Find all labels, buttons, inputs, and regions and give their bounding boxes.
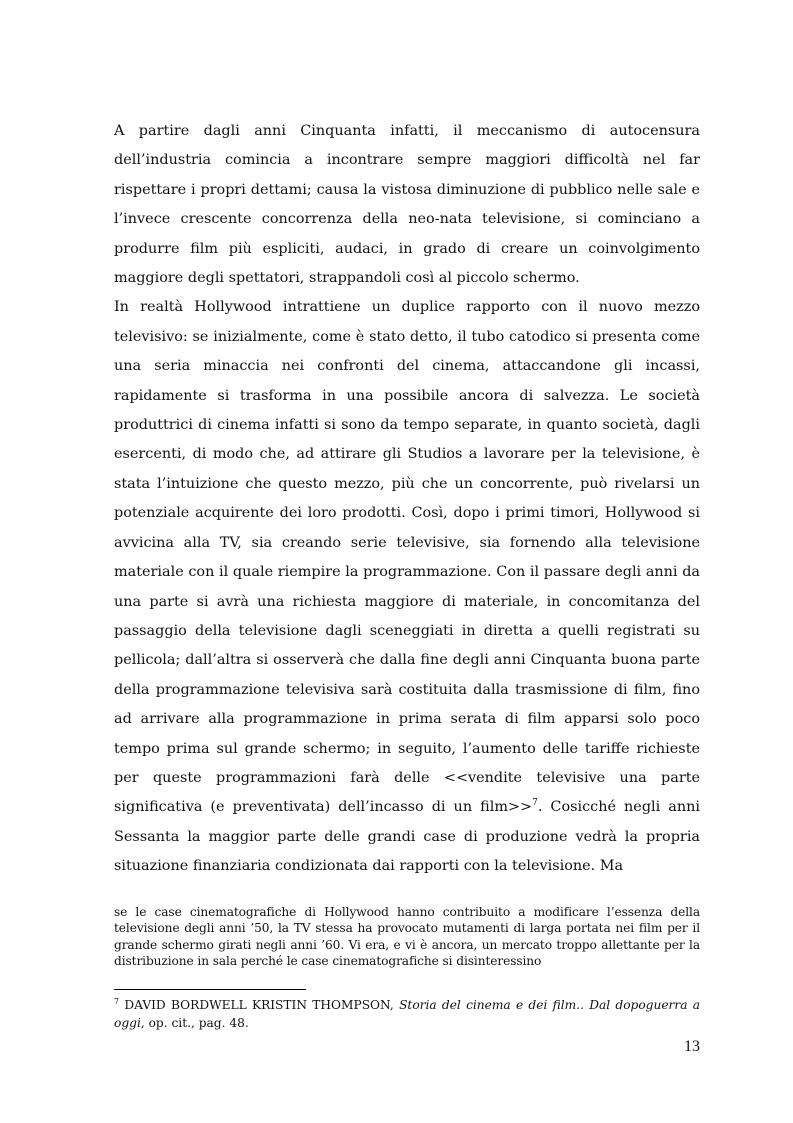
paragraph: A partire dagli anni Cinquanta infatti, il meccanismo di autocensura dell’industria comincia a incontrare sempre maggiori difficoltà nel far rispettare i propri dettami; causa la vistosa diminuzione di pubblico nelle sale e l’invece crescente concorrenza della neo-nata televisione, si cominciano a produrre film più espliciti, audaci, in grado di creare un coinvolgimento maggiore degli spettatori, strappandoli così al piccolo schermo. bbox=[114, 123, 700, 287]
paragraph bbox=[114, 293, 700, 881]
page-number: 13 bbox=[684, 1038, 700, 1055]
paragraph-text: In realtà Hollywood intrattiene un duplice rapporto con il nuovo mezzo televisivo: se inizialmente, come è stato detto, il tubo catodico si presenta come una seria minaccia nei confronti del cinema, attaccandone gli incassi, rapidamente si trasforma in una possibile ancora di salvezza. Le società produttrici di cinema infatti si sono da tempo separate, in quanto società, dagli esercenti, di modo che, ad attirare gli Studios a lavorare per la televisione, è stata l’intuizione che questo mezzo, più che un concorrente, può rivelarsi un potenziale acquirente dei loro prodotti. Così, dopo i primi timori, Hollywood si avvicina alla TV, sia creando serie televisive, sia fornendo alla televisione materiale con il quale riempire la programmazione. Con il passare degli anni da una parte si avrà una richiesta maggiore di materiale, in concomitanza del passaggio della televisione dagli sceneggiati in diretta a quelli registrati su pellicola; dall’altra si osserverà che dalla fine degli anni Cinquanta buona parte della programmazione televisiva sarà costituita dalla trasmissione di film, fino ad arrivare alla programmazione in prima serata di film apparsi solo poco tempo prima sul grande schermo; in seguito, l’aumento delle tariffe richieste per queste programmazioni farà delle <<vendite televisive una parte significativa (e preventivata) dell’incasso di un film>> bbox=[114, 299, 700, 816]
footnote-authors: DAVID BORDWELL KRISTIN THOMPSON, bbox=[119, 998, 400, 1012]
footnote-reference[interactable]: 7 bbox=[532, 798, 538, 809]
footnote-divider bbox=[114, 989, 306, 990]
footnote bbox=[114, 996, 700, 1032]
main-text bbox=[114, 117, 700, 882]
footnote-number: 7 bbox=[114, 996, 120, 1006]
paragraph-continuation: . Cosicché negli anni Sessanta la maggior parte delle grandi case di produzione vedrà la propria situazione finanziaria condizionata dai rapporti con la televisione. Ma bbox=[114, 799, 700, 875]
footnote-citation: , op. cit., pag. 48. bbox=[140, 1016, 249, 1030]
footnote-title: Storia del cinema e dei film.. Dal dopoguerra a oggi bbox=[114, 998, 700, 1030]
overflow-text: se le case cinematografiche di Hollywood hanno contribuito a modificare l’essenza della televisione degli anni ’50, la TV stessa ha provocato mutamenti di larga portata nei film per il grande schermo girati negli anni ’60. Vi era, e vi è ancora, un mercato troppo allettante per la distribuzione in sala perché le case cinematografiche si disinteressino bbox=[114, 905, 700, 969]
